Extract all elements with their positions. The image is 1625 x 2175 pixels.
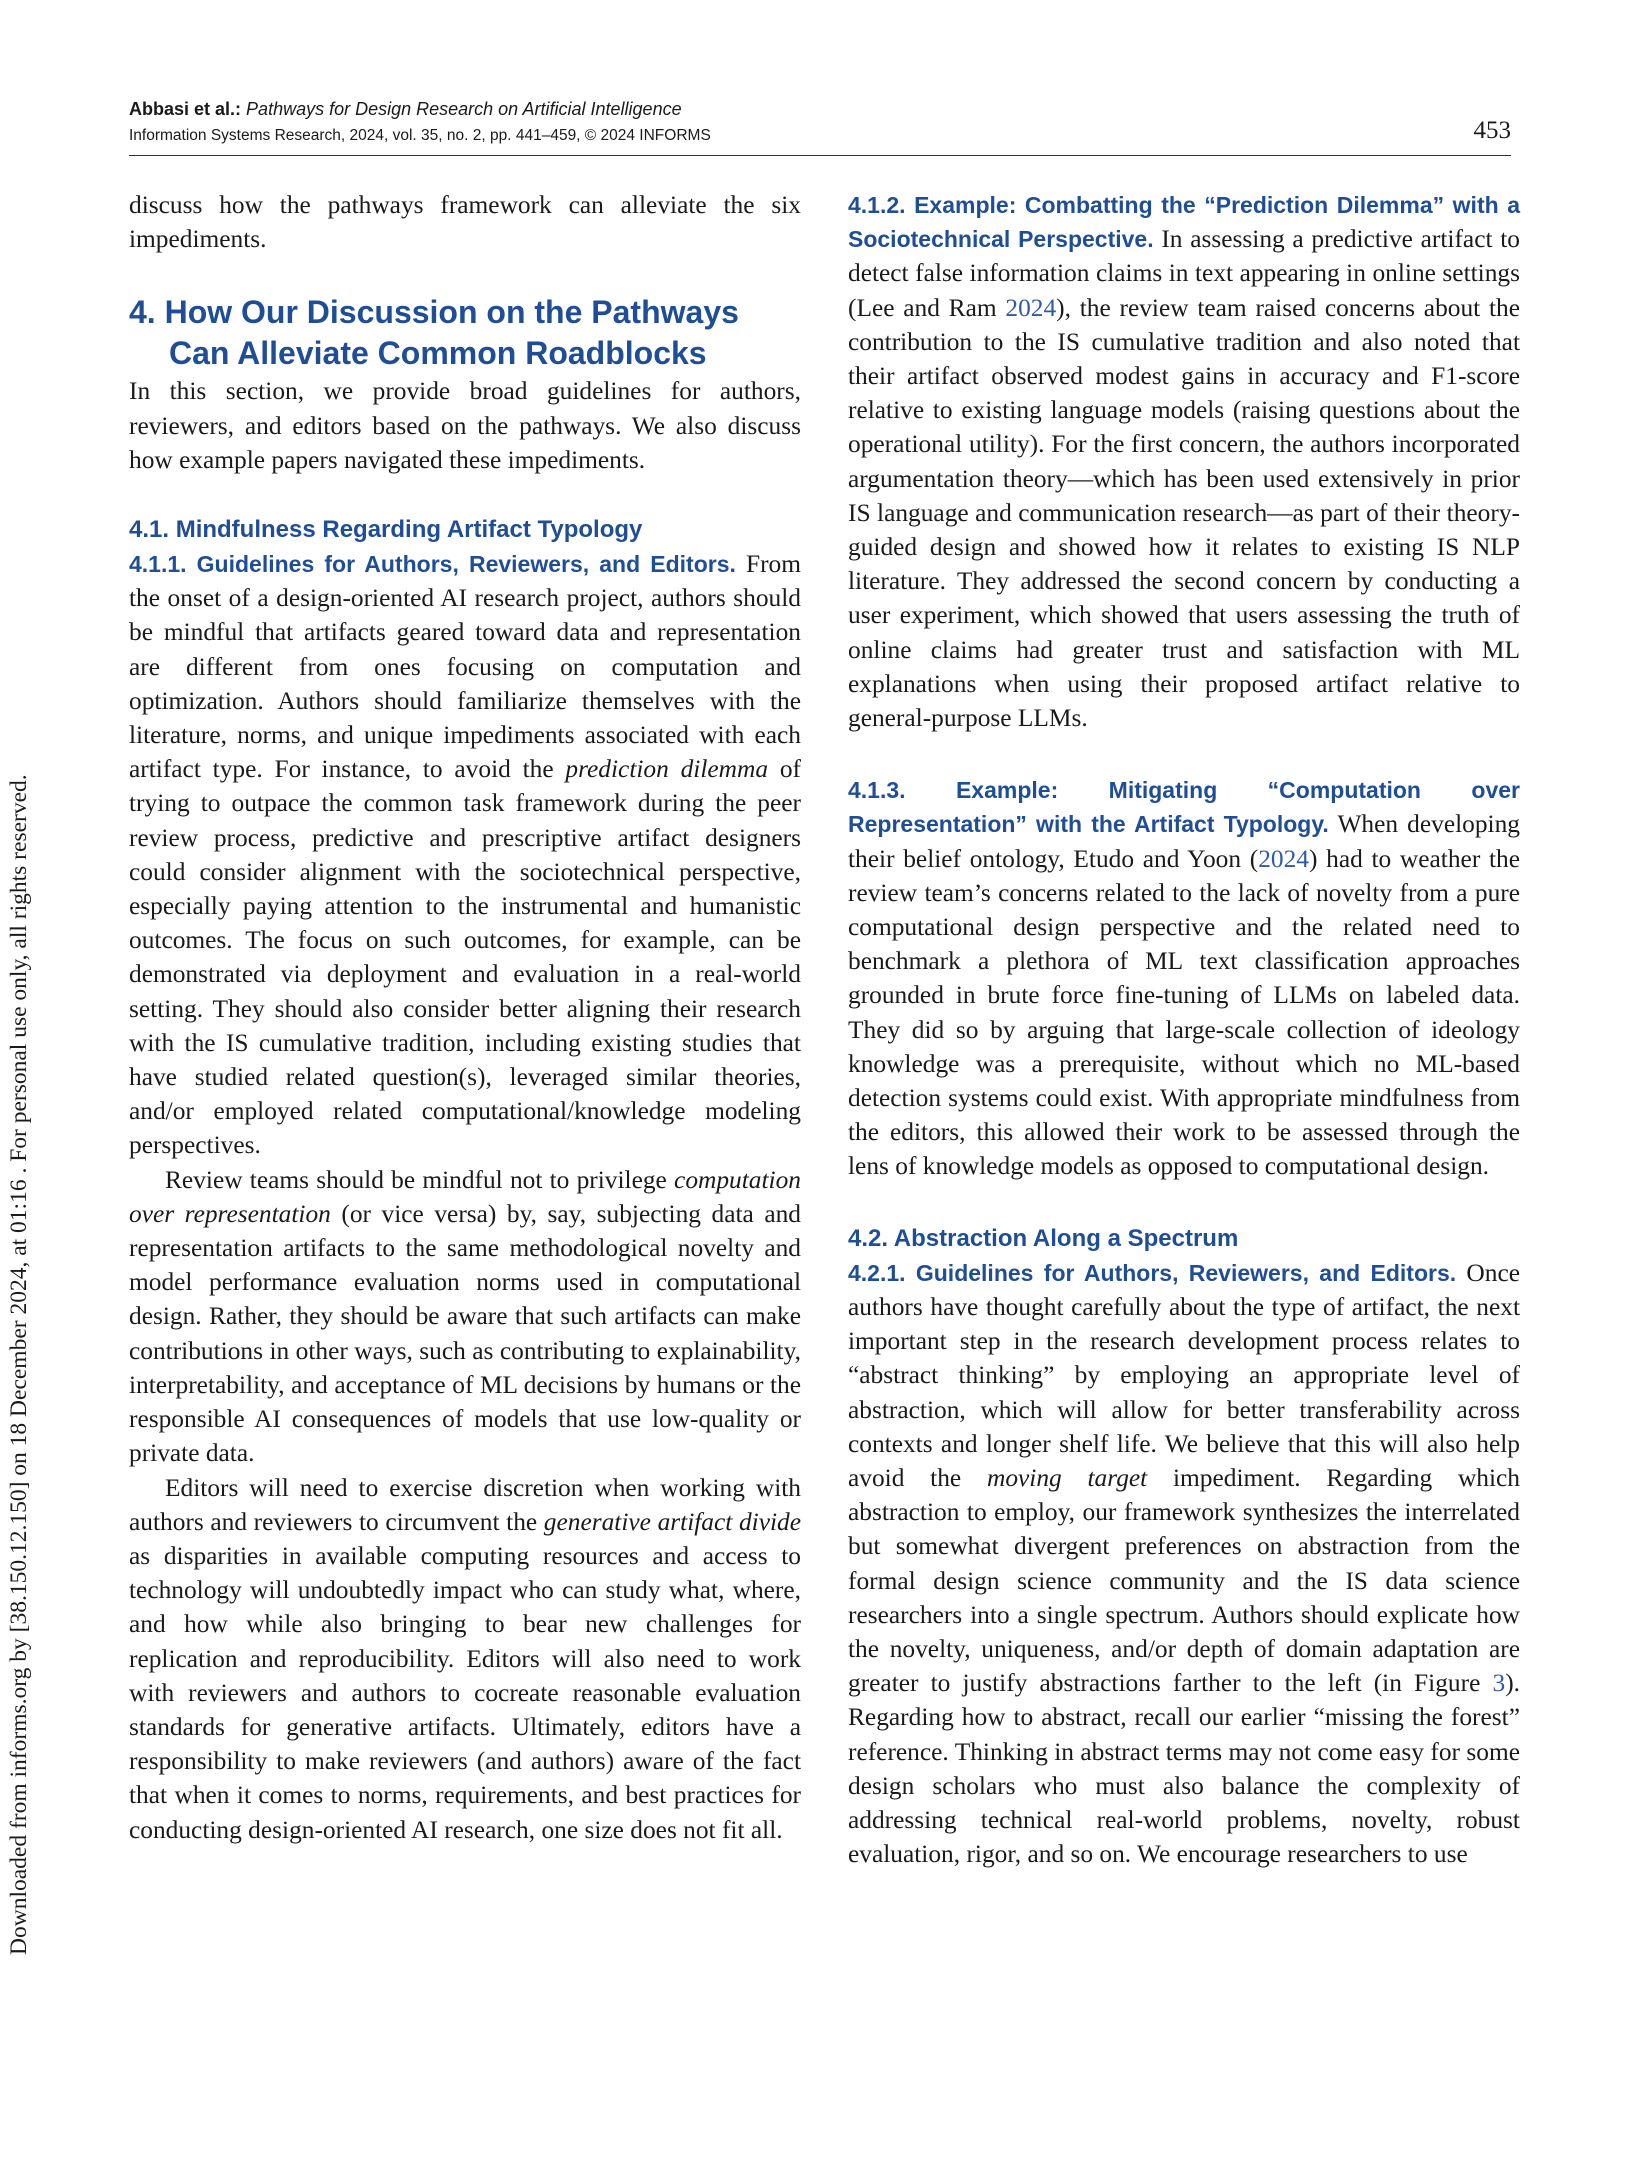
subsection-4-2-1-heading: 4.2.1. Guidelines for Authors, Reviewers, and Editors. <box>848 1259 1457 1286</box>
paragraph: 4.1.1. Guidelines for Authors, Reviewers, and Editors. From the onset of a design-oriented AI research project, authors should be mindful that artifacts geared toward data and representation are different from ones focusing on computation and optimization. Authors should familiarize themselves with the literature, norms, and unique impediments associated with each artifact type. For instance, to avoid the prediction dilemma of trying to outpace the common task framework during the peer review process, predictive and prescriptive artifact designers could consider alignment with the sociotechnical perspective, especially paying attention to the instrumental and humanistic outcomes. The focus on such outcomes, for example, can be demonstrated via deployment and evaluation in a real-world setting. They should also consider better aligning their research with the IS cumulative tradition, including existing studies that have studied related question(s), leveraged similar theories, and/or employed related computational/knowledge modeling perspectives. <box>129 550 801 1160</box>
section-4-heading: 4. How Our Discussion on the Pathways Can Alleviate Common Roadblocks <box>129 294 739 372</box>
header-rule <box>129 155 1511 156</box>
header-title: Pathways for Design Research on Artificial Intelligence <box>246 99 682 119</box>
citation-link[interactable]: 2024 <box>1005 293 1057 322</box>
subsection-4-1-3-heading: 4.1.3. Example: Mitigating “Computation over Representation” with the Artifact Typology. <box>848 777 1520 838</box>
paragraph: In this section, we provide broad guidelines for authors, reviewers, and editors based on the pathways. We also discuss how example papers navigated these impediments. <box>129 377 801 474</box>
paragraph: Editors will need to exercise discretion when working with authors and reviewers to circumvent the generative artifact divide as disparities in available computing resources and access to technology will undoubtedly impact who can study what, where, and how while also bringing to bear new challenges for replication and reproducibility. Editors will also need to work with reviewers and authors to cocreate reasonable evaluation standards for generative artifacts. Ultimately, editors have a responsibility to make reviewers (and authors) aware of the fact that when it comes to norms, requirements, and best practices for conducting design-oriented AI research, one size does not fit all. <box>129 1473 801 1844</box>
paragraph: 4.1.2. Example: Combatting the “Prediction Dilemma” with a Sociotechnical Perspective. In assessing a predictive artifact to detect false information claims in text appearing in online settings (Lee and Ram 2024), the review team raised concerns about the contribution to the IS cumulative tradition and also noted that their artifact observed modest gains in accuracy and F1-score relative to existing language models (raising questions about the operational utility). For the first concern, the authors incorporated argumentation theory—which has been used extensively in prior IS language and communication research—as part of their theory-guided design and showed how it relates to existing IS NLP literature. They addressed the second concern by conducting a user experiment, which showed that users assessing the truth of online claims had greater trust and satisfaction with ML explanations when using their proposed artifact relative to general-purpose LLMs. <box>848 192 1520 733</box>
left-column <box>129 188 801 1847</box>
paragraph: Review teams should be mindful not to privilege computation over representation (or vice versa) by, say, subjecting data and representation artifacts to the same methodological novelty and model performance evaluation norms used in computational design. Rather, they should be aware that such artifacts can make contributions in other ways, such as contributing to explainability, interpretability, and acceptance of ML decisions by humans or the responsible AI consequences of models that use low-quality or private data. <box>129 1165 801 1468</box>
header-journal: Information Systems Research, 2024, vol. 35, no. 2, pp. 441–459, © 2024 INFORMS <box>129 127 711 144</box>
page-number: 453 <box>1473 117 1511 144</box>
download-notice: Downloaded from informs.org by [38.150.12.150] on 18 December 2024, at 01:16 . For personal use only, all rights reserved. <box>6 774 32 1955</box>
header-citation <box>129 97 682 121</box>
section-4-1-heading: 4.1. Mindfulness Regarding Artifact Typology <box>129 516 643 544</box>
citation-link[interactable]: 2024 <box>1258 844 1309 873</box>
right-column <box>848 188 1520 1871</box>
paragraph: 4.1.3. Example: Mitigating “Computation over Representation” with the Artifact Typology. When developing their belief ontology, Etudo and Yoon (2024) had to weather the review team’s concerns related to the lack of novelty from a pure computational design perspective and the related need to benchmark a plethora of ML text classification approaches grounded in brute force fine-tuning of LLMs on labeled data. They did so by arguing that large-scale collection of ideology knowledge was a prerequisite, without which no ML-based detection systems could exist. With appropriate mindfulness from the editors, this allowed their work to be assessed through the lens of knowledge models as opposed to computational design. <box>848 777 1521 1181</box>
subsection-4-1-1-heading: 4.1.1. Guidelines for Authors, Reviewers, and Editors. <box>129 551 736 578</box>
subsection-4-1-2-heading: 4.1.2. Example: Combatting the “Prediction Dilemma” with a Sociotechnical Perspective. <box>848 192 1520 253</box>
section-4-2-heading: 4.2. Abstraction Along a Spectrum <box>848 1224 1239 1252</box>
paragraph: discuss how the pathways framework can alleviate the six impediments. <box>129 191 801 254</box>
figure-link[interactable]: 3 <box>1492 1669 1506 1698</box>
header-authors: Abbasi et al.: <box>129 99 242 119</box>
paragraph: 4.2.1. Guidelines for Authors, Reviewers, and Editors. Once authors have thought carefully about the type of artifact, the next important step in the research development process relates to “abstract thinking” by employing an appropriate level of abstraction, which will allow for better transferability across contexts and longer shelf life. We believe that this will also help avoid the moving target impediment. Regarding which abstraction to employ, our framework synthesizes the interrelated but somewhat divergent preferences on abstraction from the formal design science community and the IS data science researchers into a single spectrum. Authors should explicate how the novelty, uniqueness, and/or depth of domain adaptation are greater to justify abstractions farther to the left (in Figure 3). Regarding how to abstract, recall our earlier “missing the forest” reference. Thinking in abstract terms may not come easy for some design scholars who must also balance the complexity of addressing technical real-world problems, novelty, robust evaluation, rigor, and so on. We encourage researchers to use <box>848 1258 1520 1869</box>
